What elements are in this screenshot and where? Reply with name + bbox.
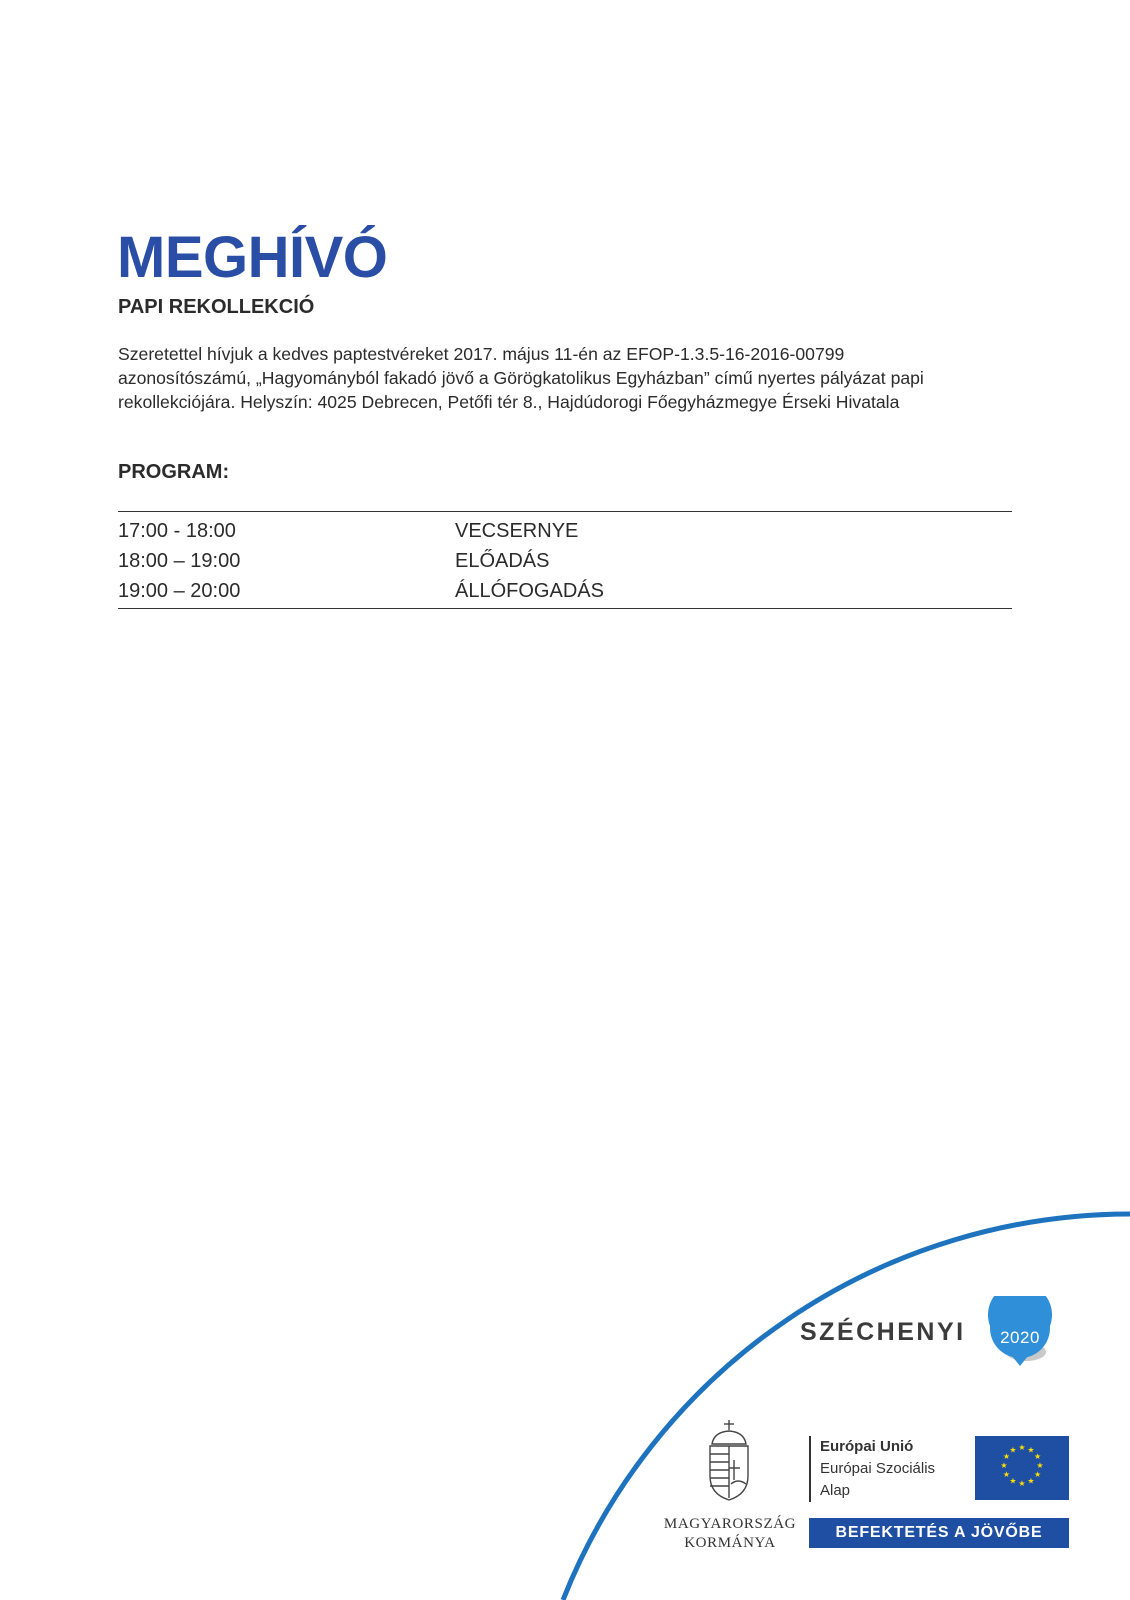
schedule-row bbox=[118, 516, 1012, 546]
szechenyi-year: 2020 bbox=[1000, 1328, 1040, 1347]
svg-text:★: ★ bbox=[1036, 1461, 1044, 1470]
svg-text:★: ★ bbox=[1027, 1476, 1035, 1486]
svg-text:★: ★ bbox=[1002, 1452, 1010, 1461]
hungarian-coat-of-arms-icon bbox=[706, 1418, 752, 1502]
invitation-line: Szeretettel hívjuk a kedves paptestvéreket 2017. május 11-én az EFOP-1.3.5-16-2016-00799 bbox=[118, 344, 845, 364]
investment-banner: BEFEKTETÉS A JÖVŐBE bbox=[809, 1518, 1069, 1548]
svg-text:★: ★ bbox=[1002, 1470, 1010, 1479]
eu-label-line3: Alap bbox=[820, 1482, 851, 1499]
schedule-time: 17:00 - 18:00 bbox=[118, 519, 236, 542]
schedule-time: 18:00 – 19:00 bbox=[118, 549, 241, 572]
government-label-line2: KORMÁNYA bbox=[684, 1535, 776, 1551]
eu-flag-icon bbox=[975, 1436, 1069, 1500]
svg-text:★: ★ bbox=[1000, 1461, 1008, 1470]
government-label-line1: MAGYARORSZÁG bbox=[663, 1516, 797, 1532]
page-title: MEGHÍVÓ bbox=[117, 225, 388, 290]
svg-text:★: ★ bbox=[1009, 1445, 1017, 1455]
szechenyi-logo-text: SZÉCHENYI bbox=[800, 1318, 966, 1346]
svg-text:★: ★ bbox=[1009, 1476, 1017, 1486]
schedule-row bbox=[118, 546, 1012, 576]
page-subtitle: PAPI REKOLLEKCIÓ bbox=[118, 296, 315, 318]
svg-text:★: ★ bbox=[1027, 1445, 1035, 1455]
schedule-row bbox=[118, 576, 1012, 606]
schedule-event: ELŐADÁS bbox=[455, 549, 550, 572]
program-schedule bbox=[118, 511, 1012, 609]
eu-label-line1: Európai Unió bbox=[820, 1438, 914, 1455]
invitation-text bbox=[118, 342, 1012, 414]
svg-text:★: ★ bbox=[1018, 1443, 1026, 1452]
eu-label-line2: Európai Szociális bbox=[820, 1460, 936, 1477]
svg-text:★: ★ bbox=[1018, 1479, 1026, 1488]
schedule-time: 19:00 – 20:00 bbox=[118, 579, 241, 602]
svg-text:★: ★ bbox=[1034, 1452, 1042, 1461]
schedule-event: VECSERNYE bbox=[455, 519, 579, 542]
program-heading: PROGRAM: bbox=[118, 461, 230, 483]
invitation-line: rekollekciójára. Helyszín: 4025 Debrecen, Petőfi tér 8., Hajdúdorogi Főegyházmegye Érseki Hivatala bbox=[118, 392, 900, 412]
invitation-line: azonosítószámú, „Hagyományból fakadó jövő a Görögkatolikus Egyházban” című nyertes pályázat papi bbox=[118, 368, 924, 388]
eu-separator bbox=[809, 1436, 811, 1502]
svg-text:★: ★ bbox=[1034, 1470, 1042, 1479]
schedule-event: ÁLLÓFOGADÁS bbox=[455, 579, 604, 602]
